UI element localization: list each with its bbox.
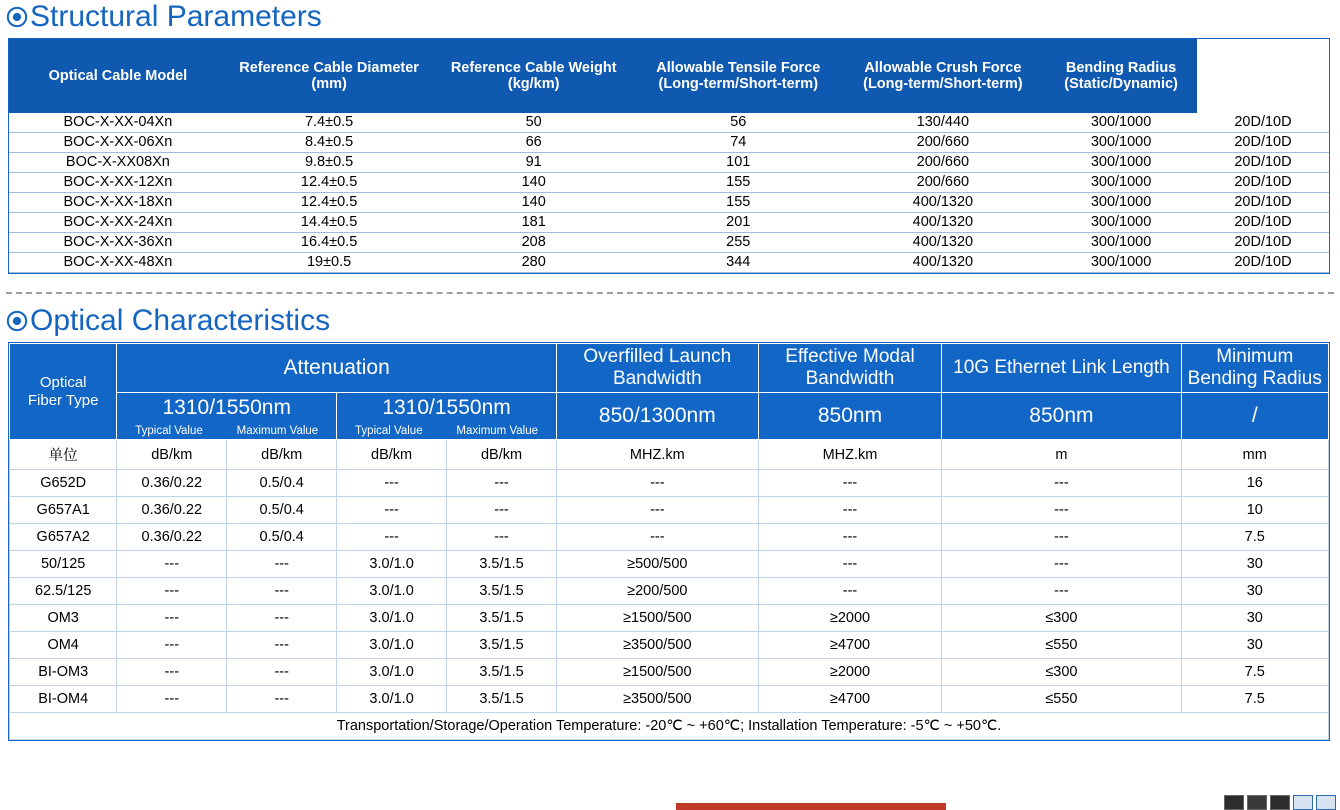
table-row <box>10 551 1329 578</box>
cell-atten-typ-a: 0.36/0.22 <box>117 470 227 497</box>
cell-bending-radius: 20D/10D <box>1197 233 1329 253</box>
cell-tensile-force: 400/1320 <box>841 253 1046 273</box>
cell-fiber-type: G652D <box>10 470 117 497</box>
optical-section-header <box>0 304 1340 338</box>
attenuation-wavelength-a: 1310/1550nm <box>162 396 291 419</box>
cell-bending-radius: 20D/10D <box>1197 253 1329 273</box>
cell-atten-max-a: 0.5/0.4 <box>227 524 337 551</box>
cell-effective: --- <box>758 578 942 605</box>
cell-cable-weight-2: 56 <box>636 113 841 133</box>
cell-cable-diameter: 12.4±0.5 <box>227 173 432 193</box>
cell-bending-radius: 20D/10D <box>1197 133 1329 153</box>
cell-unit-1: dB/km <box>117 440 227 470</box>
cell-fiber-type: OM3 <box>10 605 117 632</box>
cell-crush-force: 300/1000 <box>1045 213 1197 233</box>
cell-atten-max-b: 3.5/1.5 <box>447 605 557 632</box>
cell-atten-typ-b: --- <box>337 497 447 524</box>
table-row <box>10 659 1329 686</box>
table-row <box>9 173 1329 193</box>
cell-atten-typ-b: 3.0/1.0 <box>337 578 447 605</box>
cell-unit-label: 单位 <box>10 440 117 470</box>
table-row <box>9 113 1329 133</box>
swatch-dark[interactable] <box>1224 795 1244 810</box>
cell-min-bend: 7.5 <box>1181 686 1328 713</box>
cell-atten-max-a: --- <box>227 551 337 578</box>
cell-cable-model: BOC-X-XX-36Xn <box>9 233 227 253</box>
attenuation-typical-b: Typical Value <box>355 425 423 437</box>
bottom-chrome-strip <box>0 794 1340 810</box>
cell-atten-typ-b: 3.0/1.0 <box>337 605 447 632</box>
cell-atten-max-a: --- <box>227 578 337 605</box>
col-header-10g-ethernet-link-length: 10G Ethernet Link Length <box>942 344 1181 393</box>
red-accent-bar <box>676 803 946 810</box>
cell-atten-typ-a: --- <box>117 659 227 686</box>
cell-overfilled: ≥1500/500 <box>556 659 758 686</box>
cell-cable-weight-2: 155 <box>636 193 841 213</box>
col-condition-effective: 850nm <box>758 393 942 440</box>
cell-ethernet: ≤300 <box>942 605 1181 632</box>
cell-cable-weight-2: 101 <box>636 153 841 173</box>
target-bullet-icon <box>6 310 28 332</box>
cell-cable-model: BOC-X-XX-18Xn <box>9 193 227 213</box>
cell-crush-force: 300/1000 <box>1045 113 1197 133</box>
cell-bending-radius: 20D/10D <box>1197 173 1329 193</box>
col-header-cable-model <box>9 39 227 113</box>
cell-tensile-force: 200/660 <box>841 153 1046 173</box>
swatch-dark-3[interactable] <box>1270 795 1290 810</box>
col-header-overfilled-line1: Overfilled Launch <box>583 346 732 367</box>
cell-min-bend: 30 <box>1181 578 1328 605</box>
cell-unit-3: dB/km <box>337 440 447 470</box>
col-header-overfilled-line2: Bandwidth <box>612 368 702 389</box>
col-header-cable-diameter <box>227 39 432 113</box>
cell-effective: --- <box>758 524 942 551</box>
cell-cable-diameter: 19±0.5 <box>227 253 432 273</box>
col-header-effective-line2: Bandwidth <box>805 368 895 389</box>
col-header-overfilled-launch-bandwidth <box>556 344 758 393</box>
temperature-note: Transportation/Storage/Operation Temperature: -20℃ ~ +60℃; Installation Temperature: -5℃ ~ +50℃. <box>10 713 1329 740</box>
cell-ethernet: ≤550 <box>942 632 1181 659</box>
cell-atten-typ-b: --- <box>337 524 447 551</box>
cell-atten-max-a: --- <box>227 686 337 713</box>
cell-cable-weight: 50 <box>431 113 636 133</box>
cell-overfilled: ≥3500/500 <box>556 632 758 659</box>
cell-effective: ≥4700 <box>758 686 942 713</box>
cell-min-bend: 30 <box>1181 632 1328 659</box>
cell-fiber-type: OM4 <box>10 632 117 659</box>
cell-min-bend: 7.5 <box>1181 659 1328 686</box>
col-header-min-bend-line1: Minimum <box>1216 346 1294 367</box>
cell-cable-model: BOC-X-XX08Xn <box>9 153 227 173</box>
col-header-cable-weight <box>431 39 636 113</box>
col-header-cable-diameter-line1: Reference Cable Diameter <box>239 60 419 76</box>
cell-unit-7: m <box>942 440 1181 470</box>
cell-atten-max-a: --- <box>227 632 337 659</box>
cell-atten-max-a: --- <box>227 605 337 632</box>
cell-cable-weight-2: 155 <box>636 173 841 193</box>
cell-crush-force: 300/1000 <box>1045 173 1197 193</box>
col-header-fiber-type-line2: Fiber Type <box>27 391 99 409</box>
table-row-units <box>10 440 1329 470</box>
cell-fiber-type: G657A1 <box>10 497 117 524</box>
cell-atten-typ-b: --- <box>337 470 447 497</box>
cell-atten-typ-a: 0.36/0.22 <box>117 497 227 524</box>
col-header-fiber-type <box>10 344 117 440</box>
cell-crush-force: 300/1000 <box>1045 233 1197 253</box>
cell-cable-diameter: 9.8±0.5 <box>227 153 432 173</box>
cell-overfilled: ≥500/500 <box>556 551 758 578</box>
attenuation-wavelength-b: 1310/1550nm <box>382 396 511 419</box>
page-title-optical: Optical Characteristics <box>30 304 331 337</box>
col-header-crush-force-line1: Allowable Crush Force <box>864 60 1022 76</box>
cell-effective: --- <box>758 497 942 524</box>
cell-cable-weight: 91 <box>431 153 636 173</box>
cell-atten-typ-b: 3.0/1.0 <box>337 551 447 578</box>
cell-fiber-type: G657A2 <box>10 524 117 551</box>
cell-cable-weight: 208 <box>431 233 636 253</box>
structural-header-row <box>9 39 1329 113</box>
cell-unit-8: mm <box>1181 440 1328 470</box>
cell-cable-model: BOC-X-XX-24Xn <box>9 213 227 233</box>
col-header-attenuation-1310-1550-b <box>337 393 557 440</box>
cell-effective: ≥4700 <box>758 632 942 659</box>
cell-fiber-type: 62.5/125 <box>10 578 117 605</box>
cell-atten-max-b: 3.5/1.5 <box>447 659 557 686</box>
cell-atten-typ-a: --- <box>117 632 227 659</box>
col-header-cable-weight-line1: Reference Cable Weight (kg/km) <box>450 60 617 92</box>
cell-atten-typ-a: 0.36/0.22 <box>117 524 227 551</box>
col-header-tensile-force-line1: Allowable Tensile Force <box>656 60 821 76</box>
cell-atten-max-b: --- <box>447 524 557 551</box>
cell-fiber-type: BI-OM4 <box>10 686 117 713</box>
cell-atten-max-b: 3.5/1.5 <box>447 551 557 578</box>
attenuation-typical-a: Typical Value <box>135 425 203 437</box>
cell-overfilled: --- <box>556 497 758 524</box>
col-header-attenuation: Attenuation <box>117 344 557 393</box>
table-row <box>10 470 1329 497</box>
cell-effective: --- <box>758 551 942 578</box>
cell-cable-diameter: 12.4±0.5 <box>227 193 432 213</box>
cell-ethernet: --- <box>942 497 1181 524</box>
col-header-bending-radius <box>1045 39 1197 113</box>
cell-cable-model: BOC-X-XX-04Xn <box>9 113 227 133</box>
cell-crush-force: 300/1000 <box>1045 253 1197 273</box>
cell-min-bend: 10 <box>1181 497 1328 524</box>
page-title-structural: Structural Parameters <box>30 0 322 33</box>
swatch-light-2[interactable] <box>1316 795 1336 810</box>
cell-overfilled: ≥1500/500 <box>556 605 758 632</box>
cell-ethernet: --- <box>942 578 1181 605</box>
cell-tensile-force: 400/1320 <box>841 213 1046 233</box>
cell-effective: --- <box>758 470 942 497</box>
cell-cable-weight-2: 74 <box>636 133 841 153</box>
cell-cable-diameter: 14.4±0.5 <box>227 213 432 233</box>
col-header-min-bend-line2: Bending Radius <box>1187 368 1322 389</box>
attenuation-maximum-a: Maximum Value <box>236 425 319 437</box>
col-condition-overfilled: 850/1300nm <box>556 393 758 440</box>
cell-overfilled: --- <box>556 524 758 551</box>
color-swatch-group <box>1224 795 1336 810</box>
cell-cable-diameter: 8.4±0.5 <box>227 133 432 153</box>
cell-atten-typ-a: --- <box>117 551 227 578</box>
cell-cable-diameter: 7.4±0.5 <box>227 113 432 133</box>
cell-tensile-force: 400/1320 <box>841 193 1046 213</box>
table-row <box>10 605 1329 632</box>
cell-atten-typ-b: 3.0/1.0 <box>337 632 447 659</box>
col-header-cable-model-line1: Optical Cable Model <box>48 68 188 84</box>
table-row <box>10 497 1329 524</box>
cell-overfilled: --- <box>556 470 758 497</box>
cell-tensile-force: 200/660 <box>841 133 1046 153</box>
cell-ethernet: ≤550 <box>942 686 1181 713</box>
table-row <box>9 193 1329 213</box>
cell-atten-typ-b: 3.0/1.0 <box>337 686 447 713</box>
cell-atten-max-a: --- <box>227 659 337 686</box>
col-header-tensile-force <box>636 39 841 113</box>
structural-parameters-table <box>9 39 1329 273</box>
cell-cable-weight: 66 <box>431 133 636 153</box>
section-divider <box>6 292 1334 294</box>
table-row <box>10 578 1329 605</box>
col-header-tensile-force-line2: (Long-term/Short-term) <box>658 76 819 92</box>
cell-bending-radius: 20D/10D <box>1197 153 1329 173</box>
cell-atten-max-a: 0.5/0.4 <box>227 470 337 497</box>
cell-cable-weight-2: 255 <box>636 233 841 253</box>
col-header-effective-line1: Effective Modal <box>785 346 915 367</box>
cell-atten-max-b: --- <box>447 470 557 497</box>
cell-tensile-force: 130/440 <box>841 113 1046 133</box>
cell-crush-force: 300/1000 <box>1045 193 1197 213</box>
cell-cable-weight: 280 <box>431 253 636 273</box>
cell-overfilled: ≥200/500 <box>556 578 758 605</box>
cell-tensile-force: 200/660 <box>841 173 1046 193</box>
col-condition-ethernet: 850nm <box>942 393 1181 440</box>
cell-ethernet: --- <box>942 551 1181 578</box>
cell-cable-weight: 181 <box>431 213 636 233</box>
cell-cable-weight: 140 <box>431 193 636 213</box>
cell-min-bend: 16 <box>1181 470 1328 497</box>
temperature-note-row <box>10 713 1329 740</box>
cell-atten-typ-a: --- <box>117 605 227 632</box>
cell-cable-model: BOC-X-XX-48Xn <box>9 253 227 273</box>
cell-unit-6: MHZ.km <box>758 440 942 470</box>
cell-unit-2: dB/km <box>227 440 337 470</box>
col-header-bending-radius-line2: (Static/Dynamic) <box>1064 76 1178 92</box>
cell-atten-max-b: 3.5/1.5 <box>447 686 557 713</box>
structural-table-wrapper <box>8 38 1330 274</box>
optical-table-wrapper <box>8 342 1330 741</box>
cell-fiber-type: 50/125 <box>10 551 117 578</box>
target-bullet-icon <box>6 6 28 28</box>
optical-characteristics-table <box>9 343 1329 740</box>
attenuation-maximum-b: Maximum Value <box>456 425 539 437</box>
cell-min-bend: 7.5 <box>1181 524 1328 551</box>
table-row <box>9 233 1329 253</box>
cell-atten-typ-a: --- <box>117 686 227 713</box>
cell-atten-max-b: 3.5/1.5 <box>447 578 557 605</box>
cell-atten-typ-b: 3.0/1.0 <box>337 659 447 686</box>
col-header-minimum-bending-radius <box>1181 344 1328 393</box>
cell-tensile-force: 400/1320 <box>841 233 1046 253</box>
cell-overfilled: ≥3500/500 <box>556 686 758 713</box>
optical-header-row-1 <box>10 344 1329 393</box>
col-header-cable-diameter-line2: (mm) <box>311 76 347 92</box>
swatch-light[interactable] <box>1293 795 1313 810</box>
cell-atten-typ-a: --- <box>117 578 227 605</box>
cell-atten-max-a: 0.5/0.4 <box>227 497 337 524</box>
col-header-effective-modal-bandwidth <box>758 344 942 393</box>
table-row <box>10 632 1329 659</box>
cell-unit-5: MHZ.km <box>556 440 758 470</box>
col-header-attenuation-1310-1550-a <box>117 393 337 440</box>
table-row <box>9 253 1329 273</box>
cell-unit-4: dB/km <box>447 440 557 470</box>
cell-cable-diameter: 16.4±0.5 <box>227 233 432 253</box>
cell-bending-radius: 20D/10D <box>1197 193 1329 213</box>
cell-cable-model: BOC-X-XX-12Xn <box>9 173 227 193</box>
cell-ethernet: ≤300 <box>942 659 1181 686</box>
cell-effective: ≥2000 <box>758 659 942 686</box>
swatch-dark-2[interactable] <box>1247 795 1267 810</box>
cell-cable-weight-2: 201 <box>636 213 841 233</box>
cell-bending-radius: 20D/10D <box>1197 213 1329 233</box>
optical-header-row-2 <box>10 393 1329 440</box>
cell-bending-radius: 20D/10D <box>1197 113 1329 133</box>
cell-cable-model: BOC-X-XX-06Xn <box>9 133 227 153</box>
col-condition-min-bend: / <box>1181 393 1328 440</box>
table-row <box>10 686 1329 713</box>
cell-ethernet: --- <box>942 470 1181 497</box>
cell-cable-weight-2: 344 <box>636 253 841 273</box>
cell-cable-weight: 140 <box>431 173 636 193</box>
cell-crush-force: 300/1000 <box>1045 133 1197 153</box>
table-row <box>9 133 1329 153</box>
cell-min-bend: 30 <box>1181 551 1328 578</box>
col-header-crush-force <box>841 39 1046 113</box>
col-header-crush-force-line2: (Long-term/Short-term) <box>863 76 1023 92</box>
table-row <box>9 213 1329 233</box>
structural-section-header <box>0 0 1340 34</box>
cell-ethernet: --- <box>942 524 1181 551</box>
cell-min-bend: 30 <box>1181 605 1328 632</box>
table-row <box>9 153 1329 173</box>
cell-fiber-type: BI-OM3 <box>10 659 117 686</box>
cell-atten-max-b: --- <box>447 497 557 524</box>
cell-effective: ≥2000 <box>758 605 942 632</box>
cell-atten-max-b: 3.5/1.5 <box>447 632 557 659</box>
table-row <box>10 524 1329 551</box>
col-header-bending-radius-line1: Bending Radius <box>1065 60 1177 76</box>
cell-crush-force: 300/1000 <box>1045 153 1197 173</box>
col-header-fiber-type-line1: Optical <box>39 373 87 391</box>
